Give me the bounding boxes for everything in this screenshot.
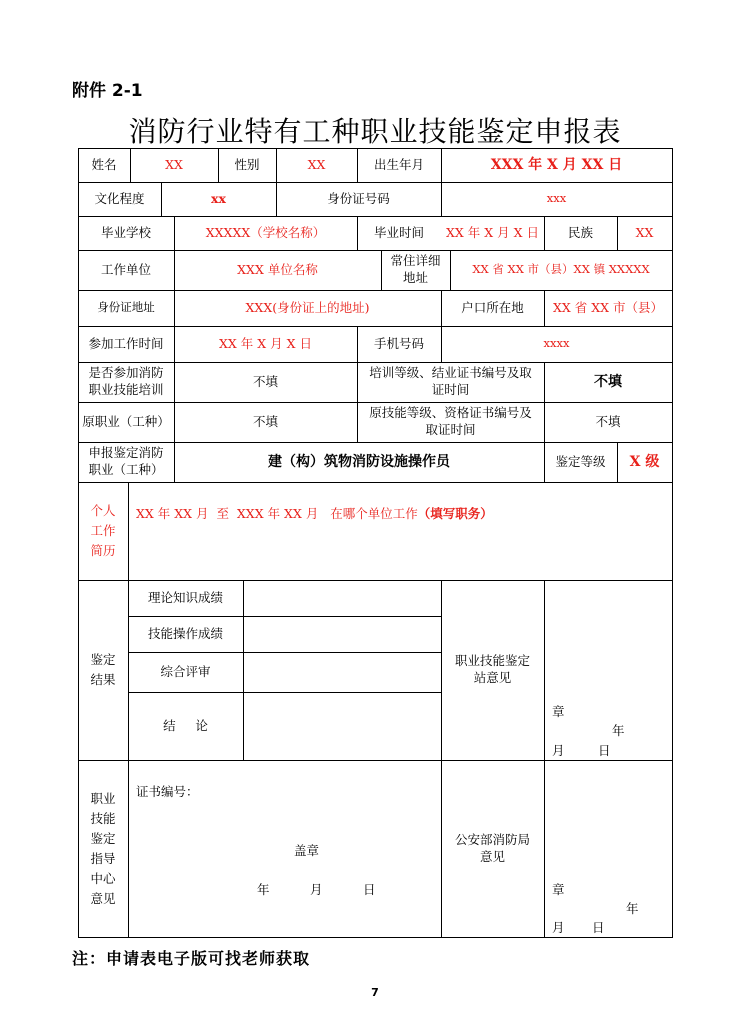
center-label-line-3: 鉴定 [90,831,116,846]
station-month: 月 [552,743,565,758]
skill-label: 技能操作成绩 [147,625,223,641]
education-value: xx [211,190,226,206]
employer-label: 工作单位 [100,261,151,277]
resume-label-line-2: 工作 [90,523,116,538]
cert-label: 证书编号： [136,784,199,799]
overall-label: 综合评审 [160,663,211,679]
police-label-line-1: 公安部消防局 [454,832,530,848]
apply-value: 建（构）筑物消防设施操作员 [268,453,450,470]
birth-value: XXX 年 X 月 XX 日 [490,156,623,173]
resume-value-duty: （填写职务） [417,506,493,521]
workstart-value: XX 年 X 月 X 日 [219,335,312,351]
trainlevel-value: 不填 [594,373,622,390]
gradtime-value: XX 年 X 月 X 日 [446,224,539,240]
orig-level-label-line-1: 原技能等级、资格证书编号及 [369,405,532,421]
center-year: 年 [257,882,270,897]
police-label-line-2: 意见 [479,849,505,864]
station-label [441,580,544,760]
resume-label-line-1: 个人 [90,503,116,518]
police-label [441,760,544,938]
police-year: 年 [626,901,639,916]
gender-label: 性别 [234,156,260,172]
grade-label: 鉴定等级 [555,453,606,469]
idaddr-label: 身份证地址 [97,300,155,315]
birth-label: 出生年月 [373,156,424,172]
theory-score[interactable] [243,580,441,616]
resume-value-text: XX 年 XX 月 至 XXX 年 XX 月 在哪个单位工作 [136,506,418,521]
resume-label [78,482,128,580]
trainlevel-label-line-2: 证时间 [431,382,470,397]
footer-note: 注：申请表电子版可找老师获取 [72,949,311,968]
theory-label: 理论知识成绩 [147,589,223,605]
form-title: 消防行业特有工种职业技能鉴定申报表 [128,115,622,148]
conclusion-value[interactable] [243,692,441,760]
hukou-label: 户口所在地 [461,299,524,315]
center-label-line-6: 意见 [90,891,116,906]
employer-value: XXX 单位名称 [237,261,318,277]
result-label [78,580,128,760]
workstart-label: 参加工作时间 [88,335,164,351]
conclusion-label: 结 论 [163,717,208,733]
station-label-line-1: 职业技能鉴定 [454,653,530,669]
page-number: 7 [371,986,379,999]
police-day: 日 [592,920,605,935]
gender-value: XX [307,156,326,172]
station-seal: 章 [552,704,565,719]
station-year: 年 [612,723,625,738]
police-seal: 章 [552,882,565,897]
training-value: 不填 [252,373,278,389]
name-value: XX [165,156,183,172]
resume-value [136,504,493,522]
apply-label-line-2: 职业（工种） [88,462,164,477]
idnum-value: xxx [546,191,567,206]
gradtime-label: 毕业时间 [373,224,424,240]
station-label-line-2: 站意见 [473,670,512,685]
phone-value: xxxx [543,336,570,351]
ethnic-label: 民族 [567,224,593,240]
center-label [78,760,128,938]
training-label-line-2: 职业技能培训 [88,382,164,397]
orig-level-label-line-2: 取证时间 [425,422,476,437]
apply-label [78,442,174,482]
trainlevel-label-line-1: 培训等级、结业证书编号及取 [369,365,532,381]
orig-job-value: 不填 [252,413,278,429]
center-label-line-5: 中心 [90,871,116,886]
center-month: 月 [310,882,323,897]
skill-score[interactable] [243,616,441,652]
center-label-line-2: 技能 [90,811,116,826]
apply-label-line-1: 申报鉴定消防 [88,445,164,461]
orig-level-value: 不填 [595,413,621,429]
center-day: 日 [363,882,376,897]
trainlevel-label [357,362,544,402]
police-month: 月 [552,920,565,935]
center-stamp: 盖章 [294,843,320,858]
orig-level-label [357,402,544,442]
phone-label: 手机号码 [373,335,424,351]
center-label-line-1: 职业 [90,791,116,806]
idnum-label: 身份证号码 [327,190,390,206]
hukou-value: XX 省 XX 市（县） [552,299,664,315]
residence-label-line-1: 常住详细 [390,253,441,269]
station-day: 日 [598,743,611,758]
result-label-line-2: 结果 [90,672,116,687]
overall-score[interactable] [243,652,441,692]
education-label: 文化程度 [94,190,145,206]
attachment-label: 附件 2-1 [72,81,143,101]
name-label: 姓名 [91,156,117,172]
residence-value: XX 省 XX 市（县）XX 镇 XXXXX [472,262,650,277]
resume-label-line-3: 简历 [90,543,116,558]
school-value: XXXXX（学校名称） [205,224,326,240]
center-label-line-4: 指导 [90,851,116,866]
grade-value: X 级 [629,453,660,470]
training-label-line-1: 是否参加消防 [88,365,164,381]
school-label: 毕业学校 [100,224,151,240]
orig-job-label: 原职业（工种） [82,413,170,429]
residence-label-line-2: 地址 [402,270,428,285]
result-label-line-1: 鉴定 [90,652,116,667]
ethnic-value: XX [635,224,654,240]
residence-label [381,250,450,290]
idaddr-value: XXX(身份证上的地址) [245,299,370,315]
training-label [78,362,174,402]
